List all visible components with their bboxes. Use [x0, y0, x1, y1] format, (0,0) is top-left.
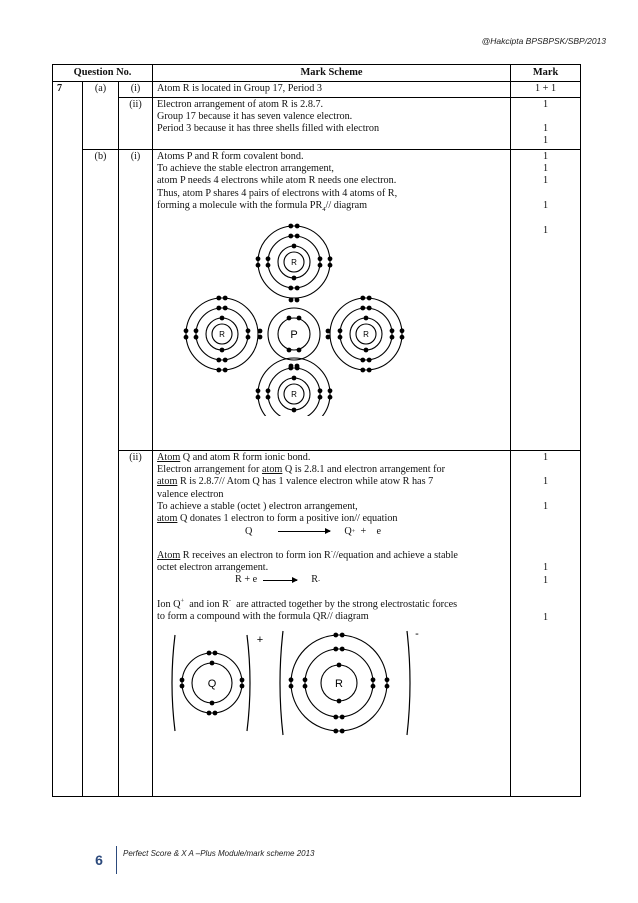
atom-label-r: R — [291, 390, 297, 400]
electron-dot — [194, 335, 199, 340]
subpart-label: (ii) — [119, 450, 153, 796]
answer-line: Atoms P and R form covalent bond. — [157, 150, 304, 162]
electron-dot — [256, 263, 261, 268]
electron-dot — [223, 358, 228, 363]
formula-suffix: // diagram — [325, 199, 368, 211]
electron-dot — [223, 368, 228, 373]
electron-dot — [333, 633, 338, 638]
electron-dot — [246, 329, 251, 334]
pr4-covalent-diagram — [174, 216, 414, 416]
electron-dot — [340, 647, 345, 652]
mark-column — [511, 149, 581, 450]
electron-dot — [289, 298, 294, 303]
reaction-arrow-icon — [278, 531, 330, 532]
electron-dot — [240, 678, 245, 683]
qr-ionic-diagram — [167, 629, 427, 739]
electron-dot — [297, 316, 302, 321]
electron-dot — [318, 389, 323, 394]
page-number: 6 — [95, 852, 103, 868]
answer-text — [153, 97, 511, 149]
electron-dot — [223, 296, 228, 301]
answer-line: To achieve a stable (octet ) electron arrangement, — [157, 500, 358, 512]
electron-dot — [333, 647, 338, 652]
electron-dot — [266, 389, 271, 394]
subpart-label: (ii) — [119, 97, 153, 149]
electron-dot — [340, 633, 345, 638]
answer-line: atom Q donates 1 electron to form a positive ion// equation — [157, 513, 398, 525]
mark-value: 1 — [542, 562, 549, 574]
mark-value: 1 — [542, 611, 549, 623]
electron-dot — [194, 329, 199, 334]
atom-label-r: R — [291, 258, 297, 268]
electron-dot — [258, 335, 263, 340]
mark-value — [515, 538, 576, 550]
subpart-label: (i) — [119, 82, 153, 97]
electron-dot — [303, 684, 308, 689]
electron-dot — [360, 358, 365, 363]
electron-dot — [364, 348, 369, 353]
electron-dot — [213, 711, 218, 716]
table-row — [53, 97, 581, 149]
electron-dot — [328, 263, 333, 268]
electron-dot — [295, 364, 300, 369]
electron-dot — [180, 684, 185, 689]
answer-text: Atom R is located in Group 17, Period 3 — [153, 82, 511, 97]
charge-plus: + — [256, 634, 264, 647]
electron-dot — [240, 684, 245, 689]
mark-value: 1 — [542, 175, 549, 187]
electron-dot — [216, 296, 221, 301]
electron-dot — [288, 286, 293, 291]
mark-value: 1 + 1 — [511, 82, 581, 97]
electron-dot — [288, 224, 293, 229]
electron-dot — [390, 335, 395, 340]
mark-column — [511, 450, 581, 796]
mark-value — [515, 111, 576, 123]
atom-label-r: R — [363, 330, 369, 340]
formula-subscript: 4 — [322, 206, 326, 213]
electron-dot — [360, 368, 365, 373]
electron-dot — [367, 358, 372, 363]
mark-value — [515, 550, 576, 562]
electron-dot — [326, 335, 331, 340]
atom-label-r: R — [219, 330, 225, 340]
electron-dot — [367, 368, 372, 373]
table-row — [53, 149, 581, 450]
electron-dot — [295, 298, 300, 303]
electron-dot — [340, 715, 345, 720]
part-label: (b) — [83, 149, 119, 796]
mark-value: 1 — [542, 199, 549, 211]
answer-line: octet electron arrangement. — [157, 562, 269, 574]
answer-line: Period 3 because it has three shells filled with electron — [157, 123, 380, 135]
answer-line: to form a compound with the formula QR// diagram — [157, 611, 369, 623]
answer-line: Electron arrangement for atom Q is 2.8.1 and electron arrangement for — [157, 464, 446, 476]
electron-dot — [337, 663, 342, 668]
answer-line: Ion Q+ and ion R- are attracted together by the strong electrostatic forces — [157, 597, 458, 610]
electron-dot — [287, 348, 292, 353]
answer-line: atom R is 2.8.7// Atom Q has 1 valence electron while atow R has 7 — [157, 476, 434, 488]
electron-dot — [318, 395, 323, 400]
part-label: (a) — [83, 82, 119, 149]
electron-dot — [292, 244, 297, 249]
electron-dot — [338, 329, 343, 334]
electron-dot — [210, 701, 215, 706]
electron-dot — [297, 348, 302, 353]
mark-value — [515, 526, 576, 538]
electron-dot — [333, 729, 338, 734]
electron-dot — [328, 257, 333, 262]
electron-dot — [216, 368, 221, 373]
mark-value — [515, 464, 576, 476]
copyright-header: @Hakcipta BPSBPSK/SBP/2013 — [481, 36, 606, 46]
question-number: 7 — [53, 82, 83, 796]
table-header-row — [53, 65, 581, 82]
r-ion-bracket-left — [280, 631, 283, 735]
mark-value: 1 — [542, 224, 549, 236]
electron-dot — [367, 306, 372, 311]
r-ion-bracket-right — [407, 631, 410, 735]
mark-value: 1 — [542, 451, 549, 463]
electron-dot — [385, 684, 390, 689]
mark-value — [515, 599, 576, 611]
electron-dot — [295, 286, 300, 291]
ion-label-q: Q — [207, 678, 217, 691]
electron-dot — [333, 715, 338, 720]
electron-dot — [328, 395, 333, 400]
electron-dot — [223, 306, 228, 311]
reaction-arrow-icon — [263, 580, 297, 581]
electron-dot — [360, 296, 365, 301]
electron-dot — [266, 257, 271, 262]
electron-dot — [340, 729, 345, 734]
electron-dot — [220, 316, 225, 321]
mark-value — [515, 513, 576, 525]
q-ion-bracket-left — [172, 635, 175, 731]
formula-text: forming a molecule with the formula PR — [157, 199, 323, 211]
electron-dot — [371, 684, 376, 689]
footer-text: Perfect Score & X A –Plus Module/mark scheme 2013 — [123, 848, 315, 858]
mark-value: 1 — [542, 150, 549, 162]
electron-dot — [256, 257, 261, 262]
electron-dot — [256, 395, 261, 400]
electron-dot — [360, 306, 365, 311]
answer-line: Group 17 because it has seven valence electron. — [157, 110, 353, 122]
header-question-no: Question No. — [53, 65, 153, 82]
mark-value — [515, 212, 576, 224]
mark-value: 1 — [542, 163, 549, 175]
mark-value — [515, 587, 576, 599]
electron-dot — [213, 651, 218, 656]
ionisation-equation-r: R + e R - — [235, 574, 321, 586]
mark-value — [515, 489, 576, 501]
ion-label-r: R — [335, 678, 344, 691]
mark-value — [515, 188, 576, 200]
electron-dot — [292, 376, 297, 381]
answer-line: Atom R receives an electron to form ion R-//equation and achieve a stable — [157, 548, 458, 561]
charge-minus: - — [415, 629, 419, 641]
answer-text — [153, 149, 511, 450]
electron-dot — [318, 263, 323, 268]
answer-line: Thus, atom P shares 4 pairs of electrons with 4 atoms of R, — [157, 187, 398, 199]
page-footer — [86, 846, 315, 874]
electron-dot — [289, 364, 294, 369]
answer-text — [153, 450, 511, 796]
electron-dot — [292, 276, 297, 281]
electron-dot — [385, 678, 390, 683]
mark-scheme-table — [52, 64, 581, 797]
electron-dot — [266, 263, 271, 268]
electron-dot — [326, 329, 331, 334]
electron-dot — [184, 335, 189, 340]
electron-dot — [210, 661, 215, 666]
electron-dot — [318, 257, 323, 262]
electron-dot — [337, 699, 342, 704]
electron-dot — [216, 358, 221, 363]
electron-dot — [364, 316, 369, 321]
table-row — [53, 450, 581, 796]
header-mark-scheme: Mark Scheme — [153, 65, 511, 82]
electron-dot — [292, 408, 297, 413]
mark-value: 1 — [542, 476, 549, 488]
electron-dot — [288, 234, 293, 239]
electron-dot — [289, 678, 294, 683]
mark-value: 1 — [542, 500, 549, 512]
electron-dot — [207, 651, 212, 656]
ionisation-equation-q: Q Q + + e — [245, 525, 381, 537]
answer-line: atom P needs 4 electrons while atom R needs one electron. — [157, 175, 397, 187]
mark-column — [511, 97, 581, 149]
electron-dot — [220, 348, 225, 353]
answer-line: To achieve the stable electron arrangement, — [157, 163, 334, 175]
electron-dot — [180, 678, 185, 683]
electron-dot — [289, 684, 294, 689]
header-mark: Mark — [511, 65, 581, 82]
electron-dot — [256, 389, 261, 394]
electron-dot — [371, 678, 376, 683]
answer-line: Electron arrangement of atom R is 2.8.7. — [157, 98, 324, 110]
electron-dot — [328, 389, 333, 394]
answer-line: Atom Q and atom R form ionic bond. — [157, 451, 311, 463]
electron-dot — [338, 335, 343, 340]
answer-line: valence electron — [157, 488, 224, 500]
atom-label-p: P — [290, 329, 298, 342]
mark-value: 1 — [542, 574, 549, 586]
q-ion-bracket-right — [247, 635, 250, 731]
electron-dot — [400, 335, 405, 340]
mark-value: 1 — [542, 123, 549, 135]
electron-dot — [184, 329, 189, 334]
mark-value: 1 — [542, 135, 549, 147]
answer-line — [157, 200, 506, 212]
electron-dot — [295, 224, 300, 229]
electron-dot — [303, 678, 308, 683]
electron-dot — [246, 335, 251, 340]
electron-dot — [216, 306, 221, 311]
electron-dot — [390, 329, 395, 334]
mark-value: 1 — [542, 98, 549, 110]
electron-dot — [400, 329, 405, 334]
electron-dot — [207, 711, 212, 716]
table-row — [53, 82, 581, 97]
electron-dot — [367, 296, 372, 301]
electron-dot — [266, 395, 271, 400]
electron-dot — [258, 329, 263, 334]
electron-dot — [287, 316, 292, 321]
electron-dot — [295, 234, 300, 239]
footer-divider — [116, 846, 117, 874]
subpart-label: (i) — [119, 149, 153, 450]
